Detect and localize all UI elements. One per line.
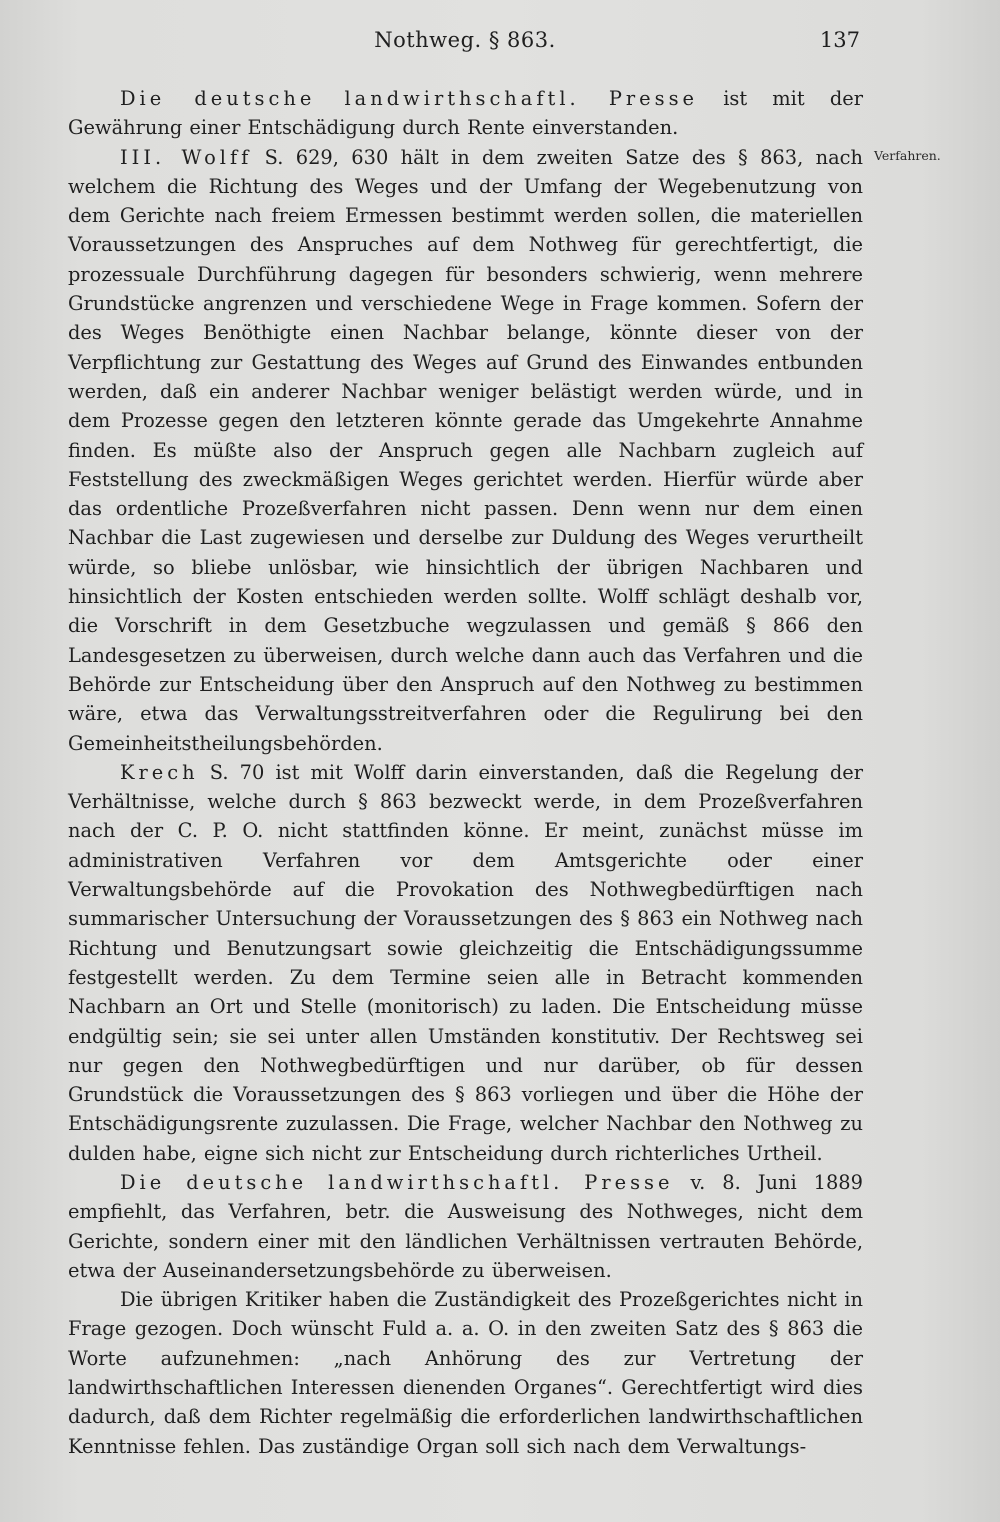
margin-note: Verfahren.	[874, 148, 941, 163]
page-header	[70, 28, 860, 62]
paragraph	[68, 1285, 863, 1461]
page-number: 137	[819, 28, 860, 52]
paragraph-text: S. 629, 630 hält in dem zweiten Satze des § 863, nach welchem die Richtung des Weges und der Umfang der Wegebenutzung von dem Gerichte nach freiem Ermessen bestimmt werden sollen, die materiellen Voraussetzungen des Anspruches auf dem Nothweg für gerechtfertigt, die prozessuale Durchführung dagegen für besonders schwierig, wenn mehrere Grundstücke angrenzen und verschiedene Wege in Frage kommen. Sofern der des Weges Benöthigte einen Nachbar belange, könnte dieser von der Verpflichtung zur Gestattung des Weges auf Grund des Einwandes entbunden werden, daß ein anderer Nachbar weniger belästigt werden würde, und in dem Prozesse gegen den letzteren könnte gerade das Umgekehrte Annahme finden. Es müßte also der Anspruch gegen alle Nachbarn zugleich auf Feststellung des zweckmäßigen Weges gerichtet werden. Hierfür würde aber das ordentliche Prozeßverfahren nicht passen. Denn wenn nur dem einen Nachbar die Last zugewiesen und derselbe zur Duldung des Weges verurtheilt würde, so bliebe unlösbar, wie hinsichtlich der übrigen Nachbaren und hinsichtlich der Kosten entschieden werden sollte. Wolff schlägt deshalb vor, die Vorschrift in dem Gesetzbuche wegzulassen und gemäß § 866 den Landesgesetzen zu überweisen, durch welche dann auch das Verfahren und die Behörde zur Entscheidung über den Anspruch auf den Nothweg zu bestimmen wäre, etwa das Verwaltungsstreitverfahren oder die Regulirung bei den Gemeinheitstheilungsbehörden.	[68, 145, 863, 755]
paragraph	[68, 143, 863, 758]
paragraph	[68, 758, 863, 1168]
spaced-lead: III. Wolff	[120, 145, 253, 169]
paragraph	[68, 84, 863, 143]
paragraph	[68, 1168, 863, 1285]
paragraph-text: ist mit der Gewährung einer Entschädigung durch Rente einverstanden.	[68, 87, 863, 140]
paragraph-text: S. 70 ist mit Wolff darin einverstanden, daß die Regelung der Verhältnisse, welche durch § 863 bezweckt werde, in dem Prozeßverfahren nach der C. P. O. nicht stattfinden könne. Er meint, zunächst müsse im administrativen Verfahren vor dem Amtsgerichte oder einer Verwaltungsbehörde auf die Provokation des Nothwegbedürftigen nach summarischer Untersuchung der Voraussetzungen des § 863 ein Nothweg nach Richtung und Benutzungsart sowie gleichzeitig die Entschädigungssumme festgestellt werden. Zu dem Termine seien alle in Betracht kommenden Nachbarn an Ort und Stelle (monitorisch) zu laden. Die Entscheidung müsse endgültig sein; sie sei unter allen Umständen konstitutiv. Der Rechtsweg sei nur gegen den Nothwegbedürftigen und nur darüber, ob für dessen Grundstück die Voraussetzungen des § 863 vorliegen und über die Höhe der Entschädigungsrente zuzulassen. Die Frage, welcher Nachbar den Nothweg zu dulden habe, eigne sich nicht zur Entscheidung durch richterliches Urtheil.	[68, 760, 863, 1165]
spaced-lead: Krech	[120, 760, 199, 784]
spaced-lead: Die deutsche landwirthschaftl. Presse	[120, 87, 699, 110]
paragraph-text: Die übrigen Kritiker haben die Zuständigkeit des Prozeßgerichtes nicht in Frage gezogen. Doch wünscht Fuld a. a. O. in den zweiten Satz des § 863 die Worte aufzunehmen: „nach Anhörung des zur Vertretung der landwirthschaftlichen Interessen dienenden Organes“. Gerechtfertigt wird dies dadurch, daß dem Richter regelmäßig die erforderlichen landwirthschaftlichen Kenntnisse fehlen. Das zuständige Organ soll sich nach dem Verwaltungs-	[68, 1288, 863, 1458]
spaced-lead: Die deutsche landwirthschaftl. Presse	[120, 1170, 674, 1194]
body-text	[68, 84, 863, 1461]
running-title: Nothweg. § 863.	[374, 28, 556, 52]
paragraph-text: v. 8. Juni 1889 empfiehlt, das Verfahren, betr. die Ausweisung des Nothweges, nicht dem Gerichte, sondern einer mit den ländlichen Verhältnissen vertrauten Behörde, etwa der Auseinandersetzungsbehörde zu überweisen.	[68, 1170, 863, 1282]
